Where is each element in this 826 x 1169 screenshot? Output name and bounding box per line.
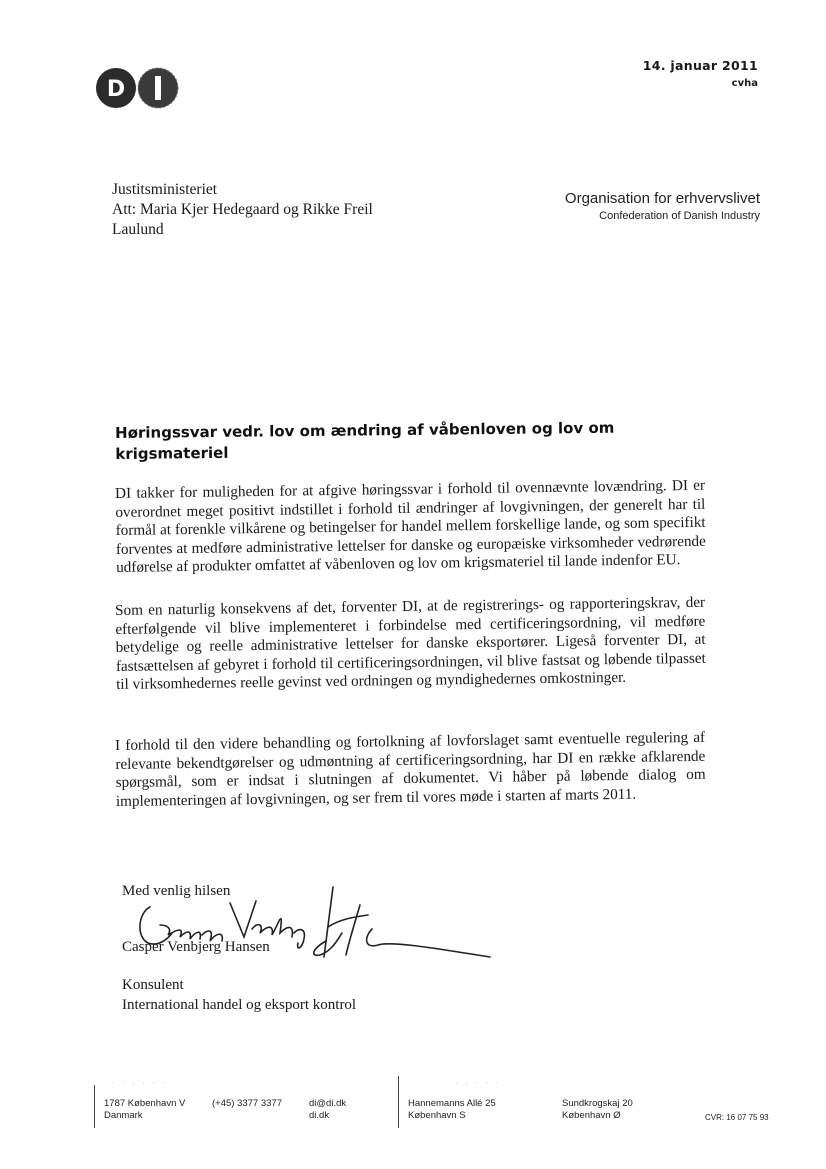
organisation-name: Organisation for erhvervslivet [564, 190, 760, 207]
signer-name: Casper Venbjerg Hansen [122, 939, 270, 955]
logo-letter-i [155, 76, 161, 100]
author-initials: cvha [731, 78, 758, 89]
footer-cvr: CVR: 16 07 75 93 [705, 1113, 769, 1122]
footer-divider-middle [398, 1076, 399, 1128]
footer-specks: · : · · · · [112, 1080, 169, 1087]
organisation-subtitle: Confederation of Danish Industry [599, 210, 760, 222]
letter-date: 14. januar 2011 [642, 58, 758, 73]
body-paragraph-2: Som en naturlig konsekvens af det, forventer DI, at de registrerings- og rapporteringskrav, der efterfølgende vil blive implementeret i forbindelse med certificeringsordning, vil medføre betydelige og reelle administrative lettelser for danske eksportører. Ligeså forventer DI, at fastsættelsen af gebyret i forhold til certificeringsordningen, vil blive fastsat og løbende tilpasset til virksomhedernes reelle gevinst ved ordningen og myndighedernes omkostninger. [115, 593, 706, 694]
handwritten-signature [128, 885, 498, 980]
footer-address-2 [408, 1098, 496, 1122]
footer-address-2-line-2: København S [408, 1110, 466, 1121]
footer-web: di.dk [309, 1110, 330, 1121]
di-logo [95, 65, 183, 111]
letter-subject [115, 417, 695, 465]
body-paragraph-3: I forhold til den videre behandling og fortolkning af lovforslaget samt eventuelle regulering af relevante bekendtgørelser og udmøntning af certificeringsordning, har DI en række afklarende spørgsmål, som er indsat i slutningen af dokumentet. Vi håber på løbende dialog om implementeringen af lovgivningen, og ser frem til vores møde i starten af marts 2011. [115, 728, 706, 810]
footer-address-1-line-2: Danmark [104, 1110, 143, 1121]
footer-divider-left [94, 1085, 95, 1128]
footer-address-1 [104, 1098, 185, 1122]
footer-contact [309, 1098, 346, 1122]
footer-specks-2: · · · · · [455, 1080, 502, 1087]
signer-department: International handel og eksport kontrol [122, 997, 357, 1013]
signer-title: Konsulent [122, 977, 184, 993]
recipient-address [112, 180, 412, 240]
recipient-line-3: Laulund [112, 221, 164, 238]
closing-greeting: Med venlig hilsen [122, 883, 231, 899]
subject-line-2: krigsmateriel [115, 443, 229, 463]
footer-address-3-line-1: Sundkrogskaj 20 [562, 1098, 633, 1109]
footer-address-3 [562, 1098, 633, 1122]
footer-phone: (+45) 3377 3377 [212, 1098, 282, 1109]
logo-letter-d: D [106, 77, 126, 102]
recipient-line-1: Justitsministeriet [112, 181, 218, 198]
footer-address-2-line-1: Hannemanns Allé 25 [408, 1098, 496, 1109]
signer-title-block [122, 975, 356, 1015]
recipient-line-2: Att: Maria Kjer Hedegaard og Rikke Freil [112, 201, 373, 218]
body-paragraph-1: DI takker for muligheden for at afgive høringssvar i forhold til ovennævnte lovændring. DI er overordnet meget positivt indstillet i forhold til ændringer af lovgivningen, der generelt har til formål at forenkle vilkårene og betingelser for handel mellem forskellige lande, og som specifikt forventes at medføre administrative lettelser for danske og europæiske virksomheder vedrørende udførelse af produkter omfattet af våbenloven og lov om krigsmateriel til lande indenfor EU. [115, 476, 706, 577]
footer-email: di@di.dk [309, 1098, 347, 1109]
footer-address-1-line-1: 1787 København V [104, 1098, 186, 1109]
subject-line-1: Høringssvar vedr. lov om ændring af våbenloven og lov om [115, 418, 615, 442]
footer-address-3-line-2: København Ø [562, 1110, 621, 1121]
